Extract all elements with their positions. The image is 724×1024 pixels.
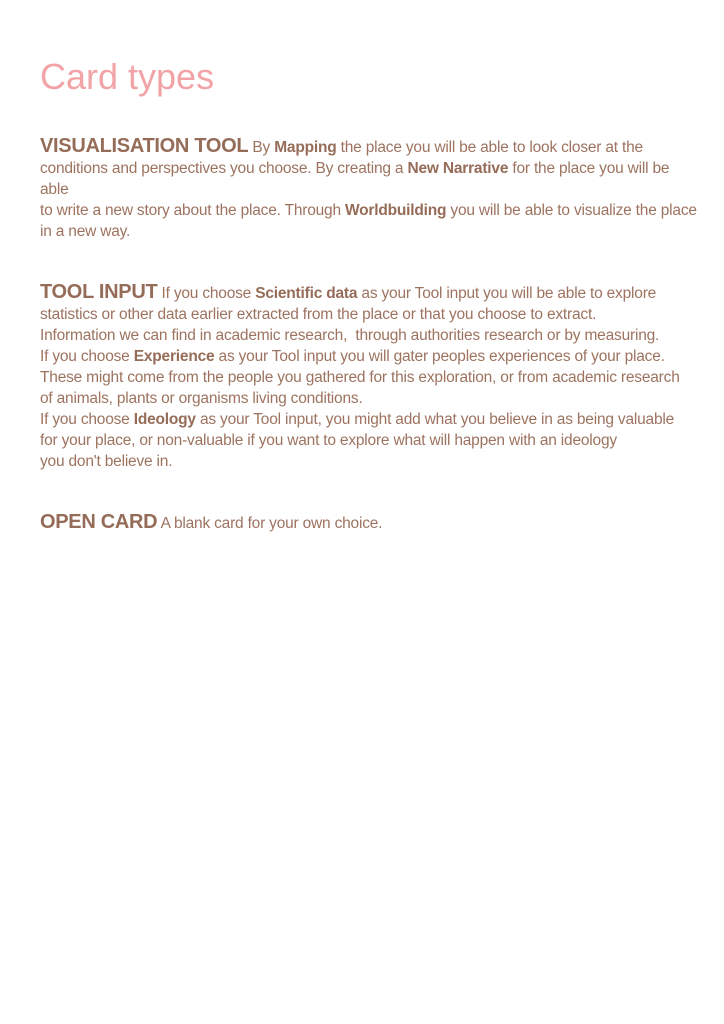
body-text: of animals, plants or organisms living conditions.: [40, 390, 363, 407]
body-text: for the place you will be able: [40, 160, 674, 198]
body-text: as your Tool input, you might add what you believe in as being valuable: [195, 411, 675, 428]
emphasized-term: Scientific data: [255, 285, 358, 302]
page-title: Card types: [40, 56, 215, 97]
body-text: you don't believe in.: [40, 453, 173, 470]
body-text: as your Tool input you will gater peoples experiences of your place.: [214, 348, 665, 365]
section-body: [40, 136, 700, 242]
section-text: [40, 285, 680, 470]
emphasized-term: New Narrative: [407, 160, 509, 177]
section-body: [40, 512, 700, 534]
body-text: for your place, or non-valuable if you want to explore what will happen with an ideology: [40, 432, 617, 449]
section-heading: VISUALISATION TOOL: [40, 135, 249, 157]
body-text: If you choose: [40, 411, 134, 428]
body-text: Information we can find in academic research, through authorities research or by measuring.: [40, 327, 660, 344]
body-text: A blank card for your own choice.: [157, 515, 383, 532]
body-text: If you choose: [40, 348, 134, 365]
section-text: [157, 515, 382, 532]
section-visualisation-tool: [40, 136, 700, 242]
emphasized-term: Worldbuilding: [345, 202, 447, 219]
body-text: the place you will be able to look closer at the: [336, 139, 643, 156]
body-text: as your Tool input you will be able to explore: [357, 285, 657, 302]
body-text: These might come from the people you gathered for this exploration, or from academic research: [40, 369, 680, 386]
emphasized-term: Experience: [133, 348, 215, 365]
section-tool-input: [40, 282, 700, 472]
emphasized-term: Ideology: [133, 411, 196, 428]
emphasized-term: Mapping: [274, 139, 337, 156]
section-heading: TOOL INPUT: [40, 281, 158, 303]
body-text: statistics or other data earlier extracted from the place or that you choose to extract.: [40, 306, 597, 323]
body-text: in a new way.: [40, 223, 131, 240]
body-text: If you choose: [157, 285, 256, 302]
body-text: By: [248, 139, 275, 156]
body-text: you will be able to visualize the place: [446, 202, 697, 219]
body-text: to write a new story about the place. Through: [40, 202, 346, 219]
section-open-card: [40, 512, 700, 534]
section-body: [40, 282, 700, 472]
body-text: conditions and perspectives you choose. By creating a: [40, 160, 408, 177]
section-heading: OPEN CARD: [40, 511, 158, 533]
